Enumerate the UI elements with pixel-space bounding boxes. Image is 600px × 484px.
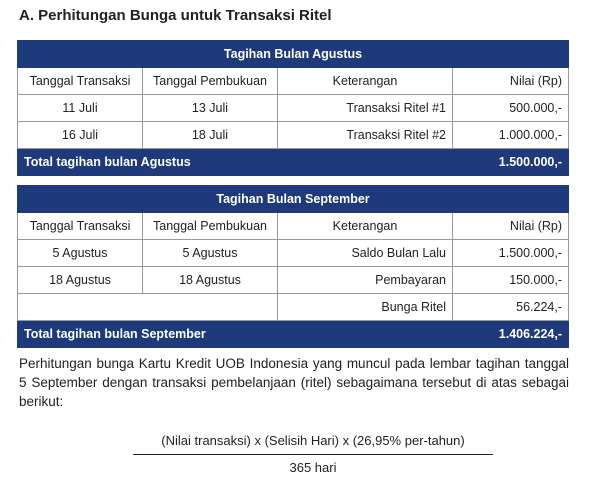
table-row [18, 240, 569, 267]
transaction-date-cell: 18 Agustus [18, 267, 143, 294]
description-cell: Transaksi Ritel #2 [278, 122, 453, 149]
header-transaction-date: Tanggal Transaksi [18, 68, 143, 95]
august-total-value: 1.500.000,- [453, 149, 569, 176]
posting-date-cell: 18 Agustus [143, 267, 278, 294]
header-posting-date: Tanggal Pembukuan [143, 68, 278, 95]
section-heading: A. Perhitungan Bunga untuk Transaksi Ritel [19, 7, 332, 24]
table-row [18, 95, 569, 122]
header-posting-date: Tanggal Pembukuan [143, 213, 278, 240]
fraction-bar [133, 454, 493, 455]
september-total-row [18, 321, 569, 348]
posting-date-cell: 5 Agustus [143, 240, 278, 267]
posting-date-cell: 18 Juli [143, 122, 278, 149]
august-total-label: Total tagihan bulan Agustus [18, 149, 453, 176]
description-cell: Bunga Ritel [278, 294, 453, 321]
header-transaction-date: Tanggal Transaksi [18, 213, 143, 240]
header-value: Nilai (Rp) [453, 213, 569, 240]
september-total-label: Total tagihan bulan September [18, 321, 453, 348]
description-cell: Transaksi Ritel #1 [278, 95, 453, 122]
table-row [18, 122, 569, 149]
value-cell: 500.000,- [453, 95, 569, 122]
header-description: Keterangan [278, 213, 453, 240]
august-header-row [18, 68, 569, 95]
explanation-paragraph: Perhitungan bunga Kartu Kredit UOB Indonesia yang muncul pada lembar tagihan tanggal 5 September dengan transaksi pembelanjaan (ritel) sebagaimana tersebut di atas sebagai berikut: [19, 356, 569, 409]
transaction-date-cell: 5 Agustus [18, 240, 143, 267]
august-bill-table [17, 40, 569, 176]
formula-denominator: 365 hari [289, 460, 337, 475]
september-total-value: 1.406.224,- [453, 321, 569, 348]
value-cell: 150.000,- [453, 267, 569, 294]
header-value: Nilai (Rp) [453, 68, 569, 95]
value-cell: 56.224,- [453, 294, 569, 321]
formula-numerator: (Nilai transaksi) x (Selisih Hari) x (26,95% per-tahun) [161, 433, 465, 448]
september-header-row [18, 213, 569, 240]
description-cell: Pembayaran [278, 267, 453, 294]
august-table-title: Tagihan Bulan Agustus [18, 41, 569, 68]
august-total-row [18, 149, 569, 176]
empty-date-cell [18, 294, 278, 321]
september-table-title: Tagihan Bulan September [18, 186, 569, 213]
september-bill-table [17, 185, 569, 348]
table-row [18, 267, 569, 294]
value-cell: 1.500.000,- [453, 240, 569, 267]
transaction-date-cell: 11 Juli [18, 95, 143, 122]
header-description: Keterangan [278, 68, 453, 95]
transaction-date-cell: 16 Juli [18, 122, 143, 149]
table-row [18, 294, 569, 321]
posting-date-cell: 13 Juli [143, 95, 278, 122]
description-cell: Saldo Bulan Lalu [278, 240, 453, 267]
value-cell: 1.000.000,- [453, 122, 569, 149]
